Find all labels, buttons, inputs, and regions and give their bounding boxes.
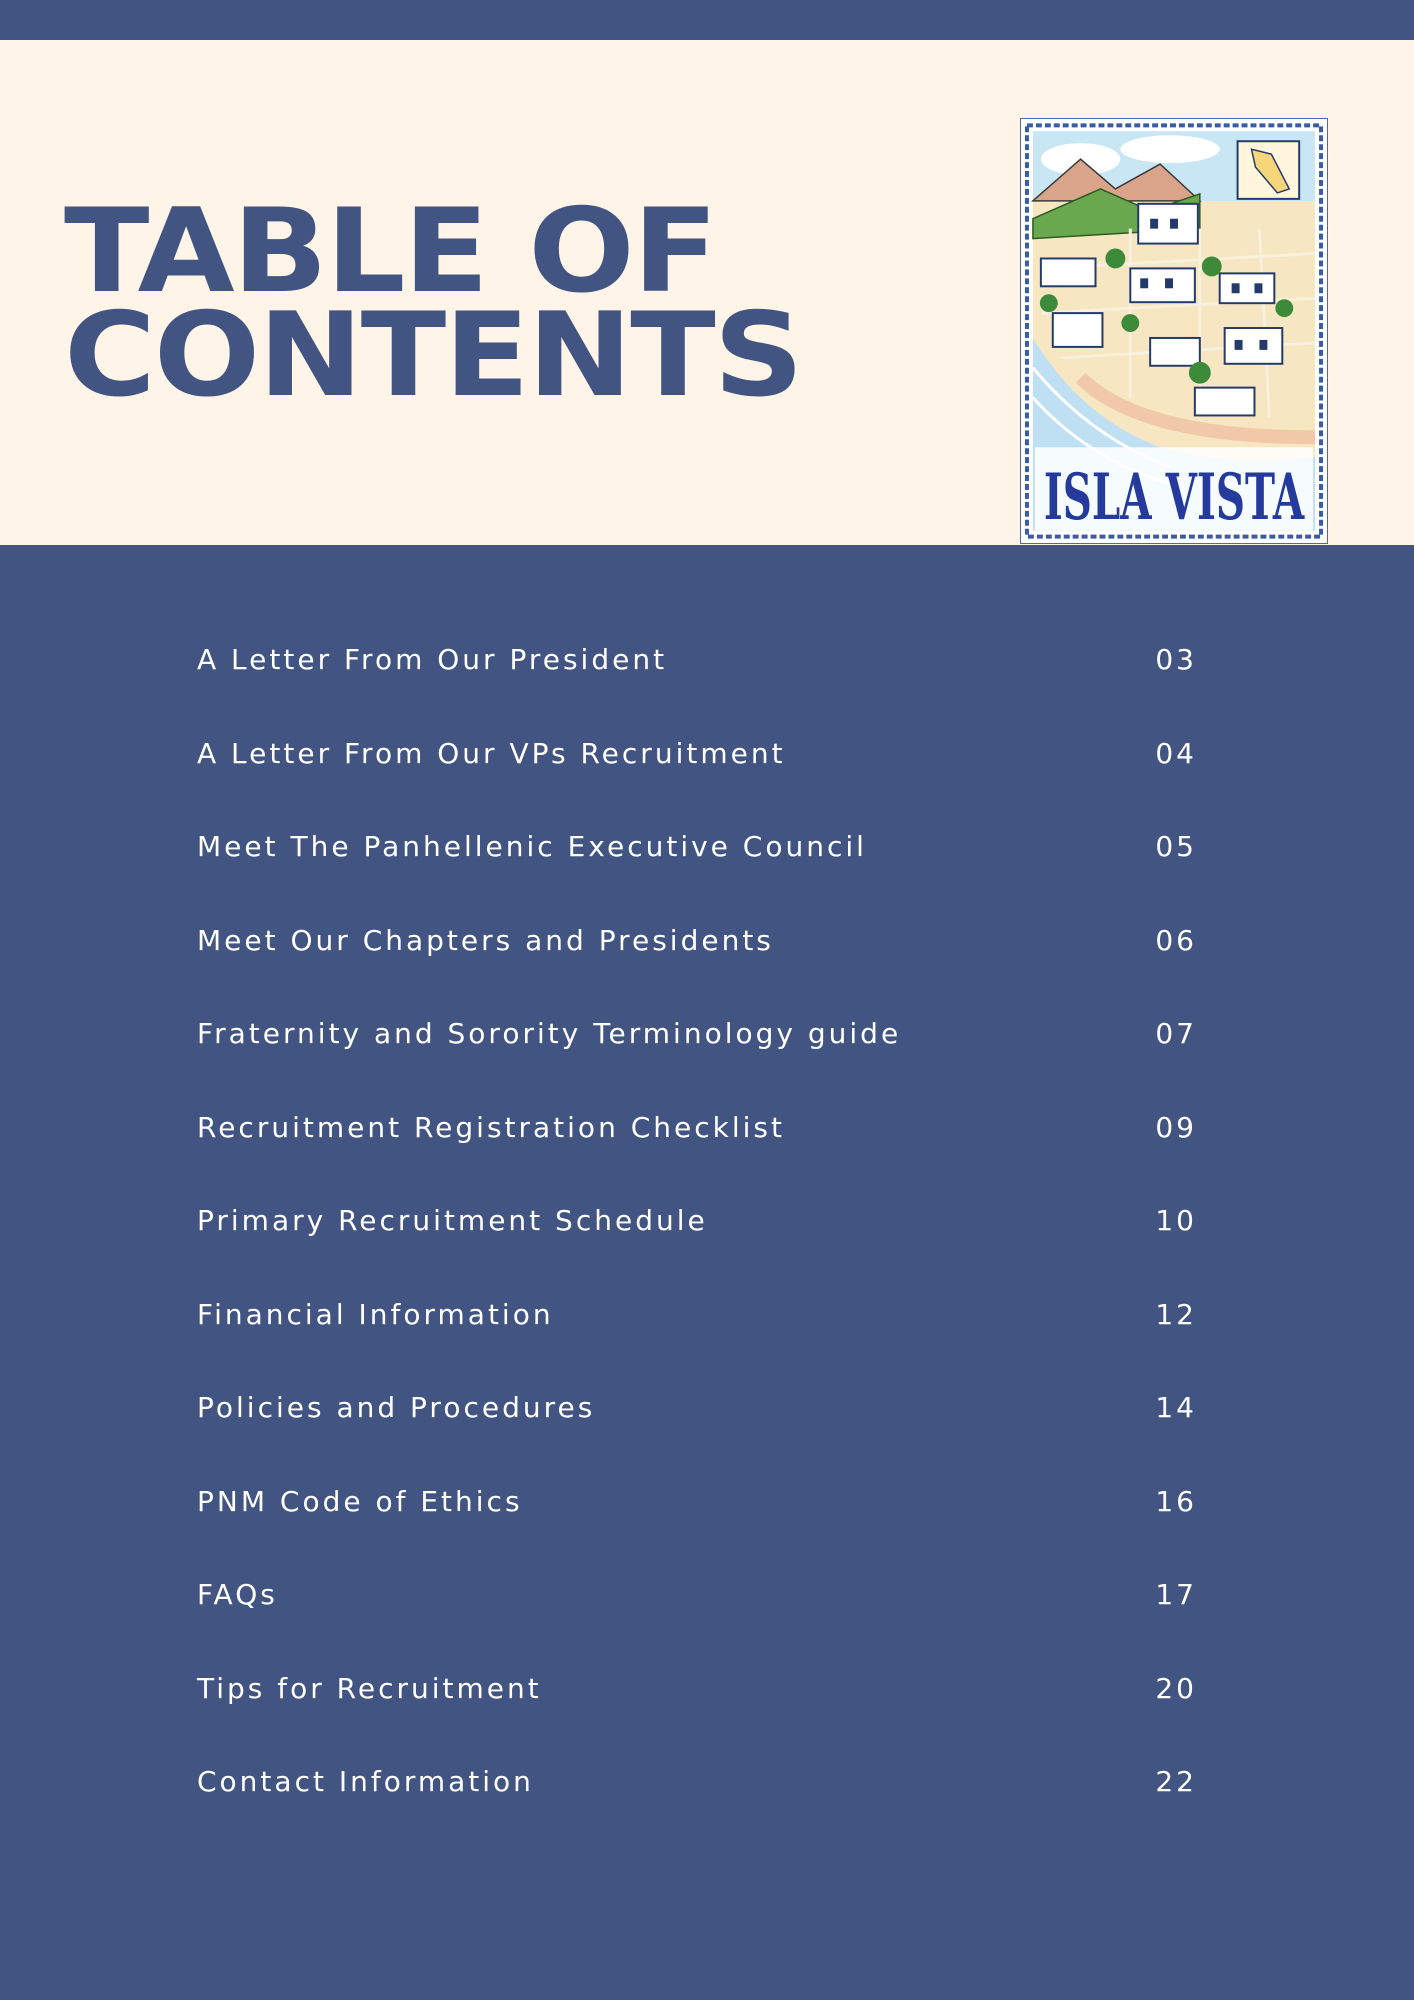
toc-item-label: Primary Recruitment Schedule: [197, 1204, 708, 1237]
toc-item-page-number: 17: [1155, 1578, 1197, 1611]
toc-item-label: Recruitment Registration Checklist: [197, 1111, 785, 1144]
toc-item[interactable]: [197, 1671, 1197, 1711]
toc-item[interactable]: [197, 736, 1197, 776]
toc-item-label: Policies and Procedures: [197, 1391, 596, 1424]
toc-item-page-number: 16: [1155, 1485, 1197, 1518]
toc-item-label: Meet The Panhellenic Executive Council: [197, 830, 867, 863]
page-title-line-2: CONTENTS: [64, 288, 802, 423]
toc-item-page-number: 09: [1155, 1111, 1197, 1144]
toc-item-label: Fraternity and Sorority Terminology guide: [197, 1017, 902, 1050]
toc-item-label: Meet Our Chapters and Presidents: [197, 924, 774, 957]
toc-item[interactable]: [197, 1577, 1197, 1617]
toc-item-label: FAQs: [197, 1578, 278, 1611]
toc-item-page-number: 07: [1155, 1017, 1197, 1050]
toc-item-label: Tips for Recruitment: [197, 1672, 542, 1705]
toc-item-page-number: 05: [1155, 830, 1197, 863]
toc-item-page-number: 12: [1155, 1298, 1197, 1331]
poster-title: ISLA VISTA: [1043, 458, 1306, 534]
toc-item[interactable]: [197, 1764, 1197, 1804]
toc-item[interactable]: [197, 1203, 1197, 1243]
toc-item-page-number: 22: [1155, 1765, 1197, 1798]
toc-item-page-number: 10: [1155, 1204, 1197, 1237]
toc-item-label: A Letter From Our President: [197, 643, 668, 676]
toc-item[interactable]: [197, 642, 1197, 682]
toc-item[interactable]: [197, 923, 1197, 963]
toc-item-page-number: 14: [1155, 1391, 1197, 1424]
page-title-line-1: TABLE OF: [64, 184, 717, 319]
toc-item-label: A Letter From Our VPs Recruitment: [197, 737, 786, 770]
toc-item-label: Financial Information: [197, 1298, 554, 1331]
toc-item-page-number: 06: [1155, 924, 1197, 957]
toc-item-page-number: 04: [1155, 737, 1197, 770]
table-of-contents-list: [197, 0, 1197, 2000]
toc-item-label: Contact Information: [197, 1765, 534, 1798]
toc-item[interactable]: [197, 1484, 1197, 1524]
toc-item[interactable]: [197, 829, 1197, 869]
toc-item-page-number: 20: [1155, 1672, 1197, 1705]
toc-item[interactable]: [197, 1016, 1197, 1056]
toc-item[interactable]: [197, 1390, 1197, 1430]
toc-item-label: PNM Code of Ethics: [197, 1485, 523, 1518]
toc-item[interactable]: [197, 1297, 1197, 1337]
toc-item-page-number: 03: [1155, 643, 1197, 676]
toc-item[interactable]: [197, 1110, 1197, 1150]
